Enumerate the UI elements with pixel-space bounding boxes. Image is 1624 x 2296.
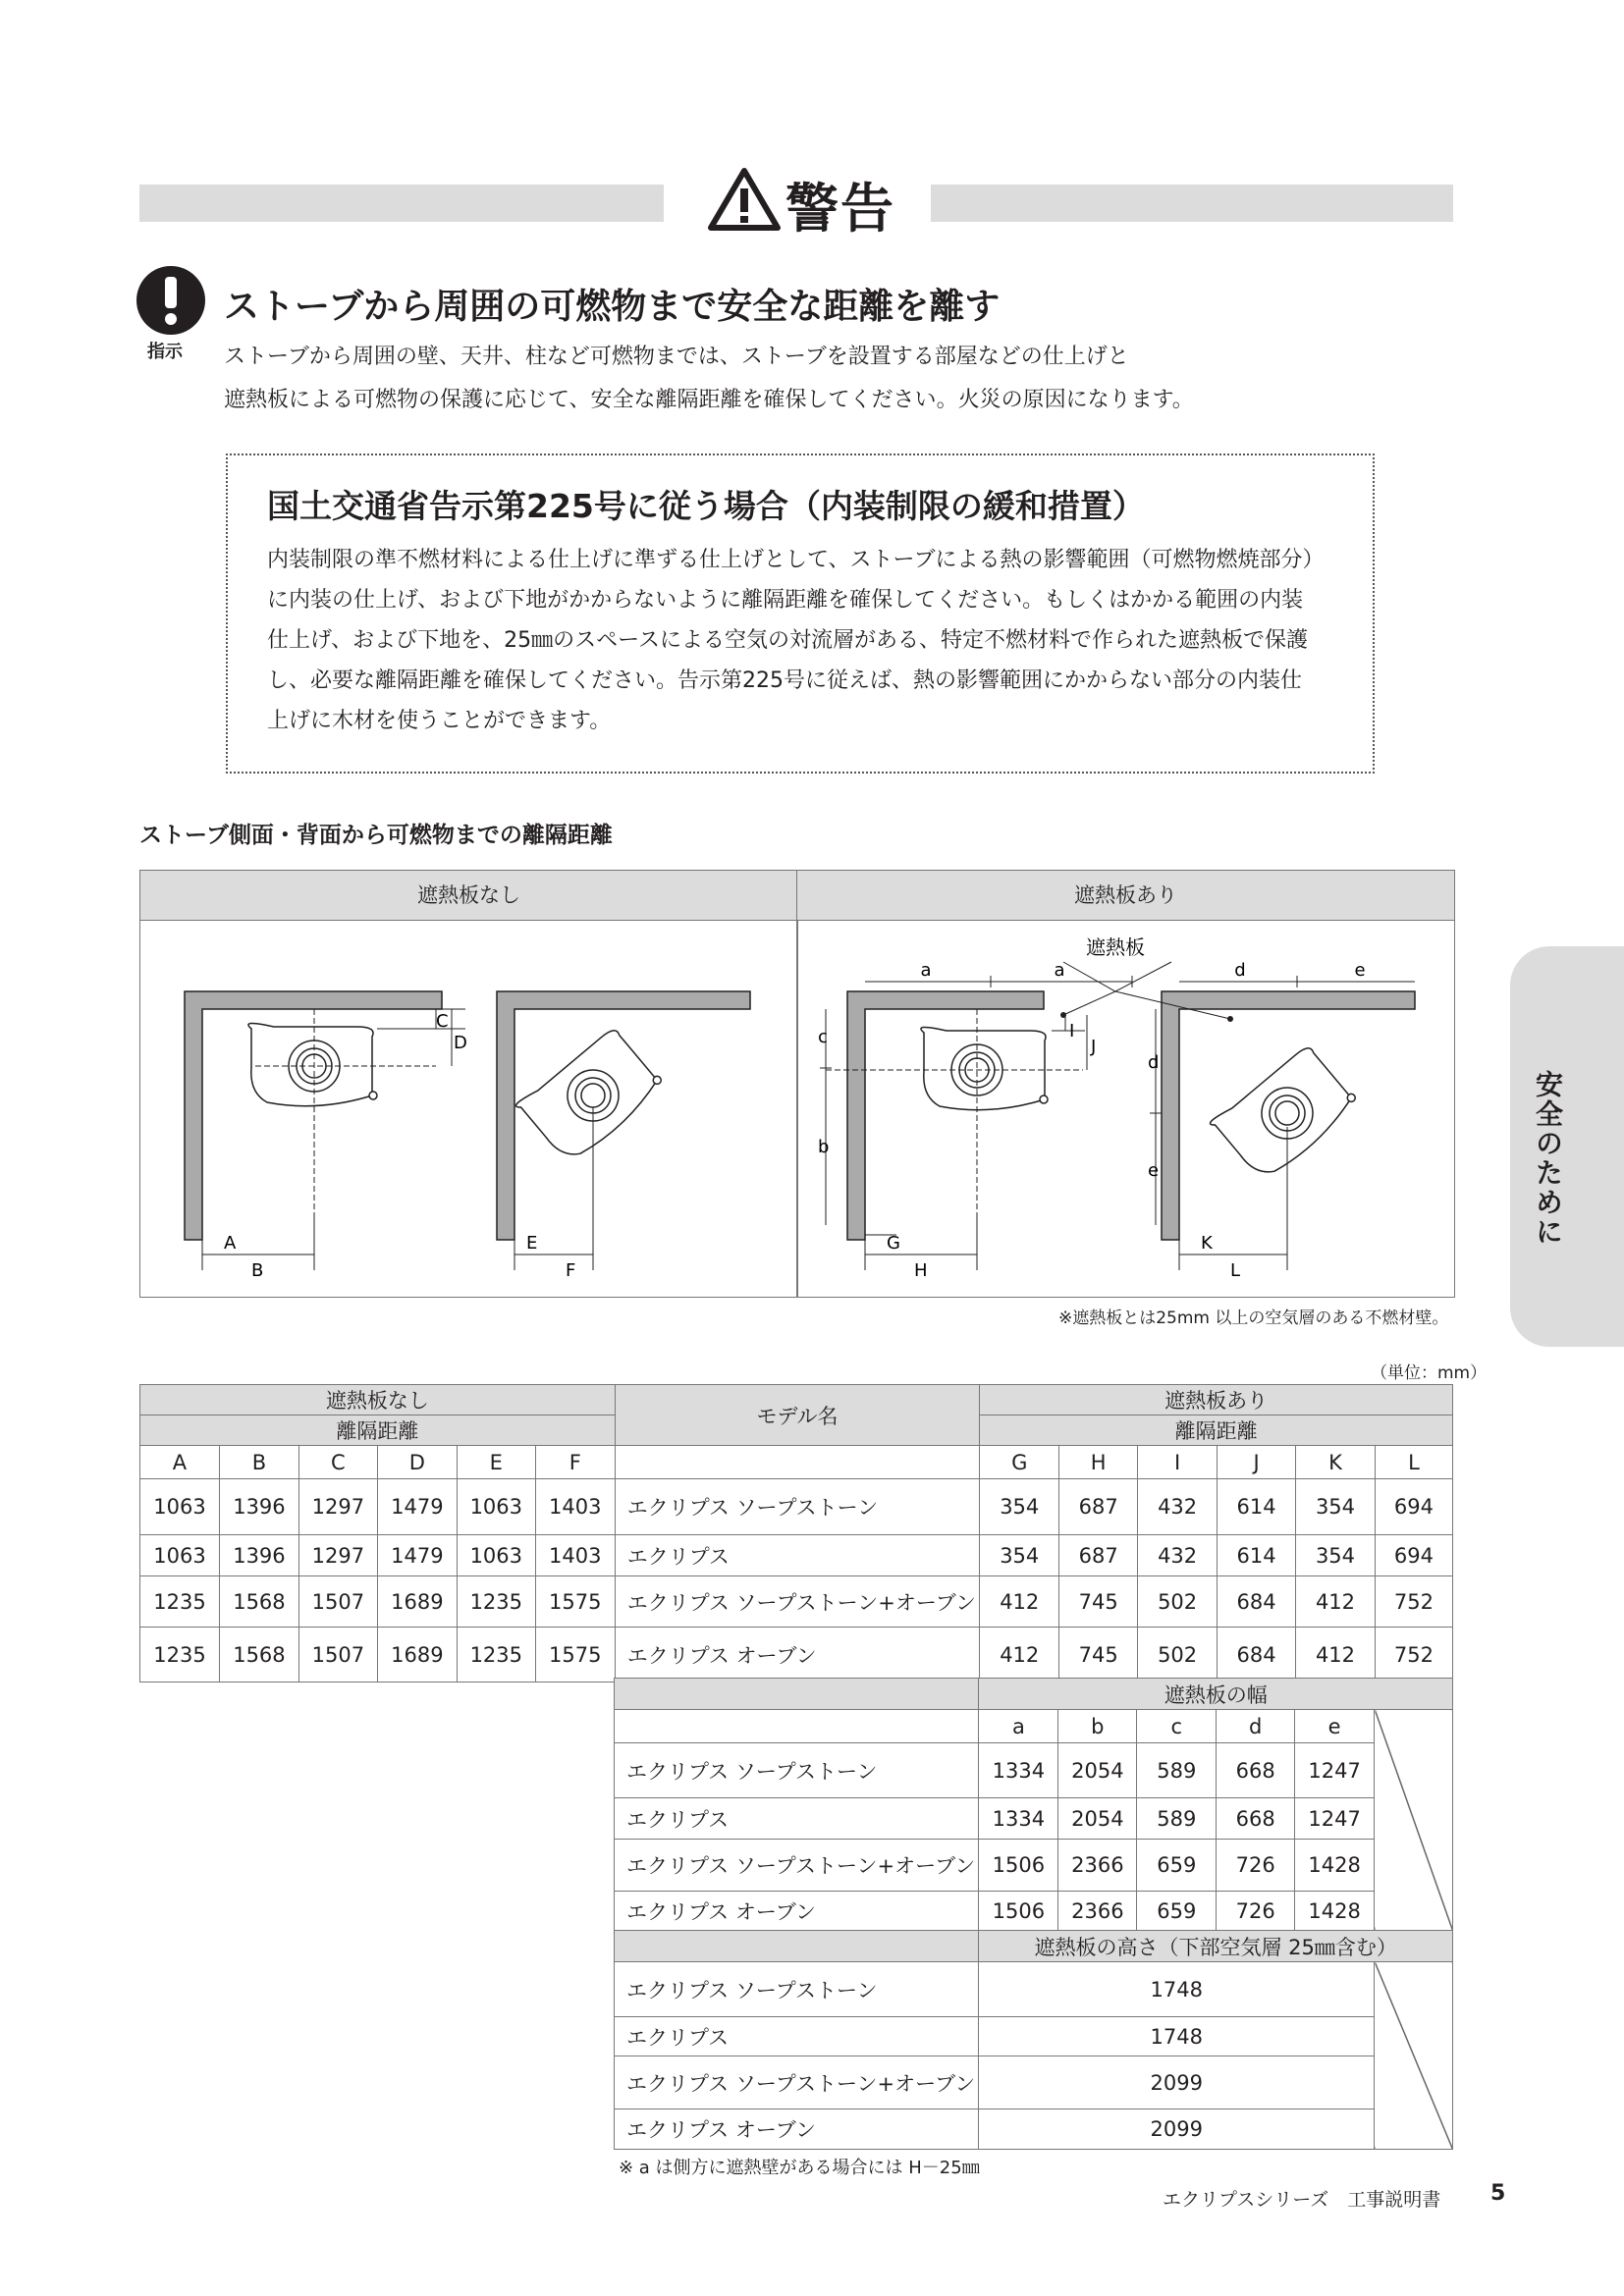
col-header: H: [1059, 1446, 1138, 1479]
cell: 1689: [377, 1576, 457, 1628]
svg-text:B: B: [251, 1260, 264, 1281]
col-header: a: [979, 1710, 1058, 1743]
cell: 1568: [219, 1628, 298, 1682]
cell: 1506: [979, 1840, 1058, 1892]
shield-note: ※遮熱板とは25mm 以上の空気層のある不燃材壁。: [1058, 1308, 1449, 1328]
notice-title: 国土交通省告示第225号に従う場合（内装制限の緩和措置）: [267, 487, 1145, 525]
col-header: c: [1137, 1710, 1217, 1743]
cell: 502: [1138, 1576, 1218, 1628]
cell: 1506: [979, 1892, 1058, 1931]
svg-text:K: K: [1201, 1233, 1213, 1254]
cell: 1748: [979, 2017, 1375, 2056]
svg-text:I: I: [1069, 1021, 1075, 1041]
cell: 1403: [535, 1479, 615, 1535]
col-header: B: [219, 1446, 298, 1479]
cell: 1507: [298, 1576, 377, 1628]
cell: 726: [1217, 1892, 1295, 1931]
svg-text:e: e: [1354, 960, 1366, 981]
cell: 668: [1217, 1743, 1295, 1798]
cell: 432: [1138, 1535, 1218, 1576]
cell: 745: [1059, 1628, 1138, 1682]
notice-line: し、必要な離隔距離を確保してください。告示第225号に従えば、熱の影響範囲にかからない部分の内装仕: [267, 668, 1302, 693]
cell: 412: [980, 1576, 1059, 1628]
table-row: [615, 2109, 1453, 2150]
cell: 412: [980, 1628, 1059, 1682]
clearance-diagram-right: [798, 921, 1451, 1294]
cell: 1334: [979, 1798, 1058, 1840]
section-line: ストーブから周囲の壁、天井、柱など可燃物までは、ストーブを設置する部屋などの仕上げと: [224, 345, 1129, 369]
col-header: C: [298, 1446, 377, 1479]
cell: 1063: [457, 1479, 535, 1535]
footnote: ※ a は側方に遮熱壁がある場合には H－25㎜: [619, 2158, 980, 2178]
cell: 412: [1296, 1576, 1376, 1628]
diagram-title: ストーブ側面・背面から可燃物までの離隔距離: [139, 823, 613, 848]
table-row: [615, 2056, 1453, 2109]
cell: 1403: [535, 1535, 615, 1576]
table-row: [140, 1479, 1453, 1535]
cell: 1235: [457, 1628, 535, 1682]
shield-height-blank: [615, 1931, 979, 1962]
cell: 1247: [1295, 1743, 1375, 1798]
svg-text:d: d: [1148, 1052, 1160, 1073]
section-body: [224, 336, 1500, 422]
cell: 687: [1059, 1535, 1138, 1576]
svg-text:a: a: [1054, 960, 1065, 981]
section-title: ストーブから周囲の可燃物まで安全な距離を離す: [224, 287, 1001, 327]
cell: 1334: [979, 1743, 1058, 1798]
model-cell: エクリプス オーブン: [615, 1628, 980, 1682]
cell: 1748: [979, 1962, 1375, 2017]
footer-title: エクリプスシリーズ 工事説明書: [1163, 2189, 1441, 2211]
svg-text:c: c: [818, 1027, 828, 1047]
model-cell: エクリプス ソープストーン: [615, 1743, 979, 1798]
cell: 687: [1059, 1479, 1138, 1535]
col-header: I: [1138, 1446, 1218, 1479]
shield-width-blank: [615, 1679, 979, 1710]
model-cell: エクリプス: [615, 1798, 979, 1840]
cell: 1575: [535, 1576, 615, 1628]
table-row: [140, 1535, 1453, 1576]
warning-title: 警告: [785, 178, 895, 240]
cell: 1396: [219, 1535, 298, 1576]
col-header: E: [457, 1446, 535, 1479]
cell: 589: [1137, 1743, 1217, 1798]
cell: 1235: [140, 1628, 220, 1682]
svg-text:L: L: [1230, 1260, 1241, 1281]
unit-note: （単位：mm）: [1371, 1363, 1488, 1383]
svg-text:C: C: [436, 1011, 449, 1032]
model-cell: エクリプス ソープストーン: [615, 1479, 980, 1535]
model-cell: エクリプス ソープストーン+オーブン: [615, 2056, 979, 2109]
clearance-diagram-left: [141, 921, 794, 1294]
cell: 684: [1218, 1628, 1296, 1682]
col-header: D: [377, 1446, 457, 1479]
model-cell: エクリプス オーブン: [615, 1892, 979, 1931]
cell: 1396: [219, 1479, 298, 1535]
col-header-blank: [615, 1446, 980, 1479]
cell: 1689: [377, 1628, 457, 1682]
cell: 684: [1218, 1576, 1296, 1628]
notice-line: 上げに木材を使うことができます。: [267, 709, 612, 733]
cell: 1297: [298, 1535, 377, 1576]
notice-line: 内装制限の準不燃材料による仕上げに準ずる仕上げとして、ストーブによる熱の影響範囲（可燃物燃焼部分）: [267, 548, 1325, 572]
cell: 432: [1138, 1479, 1218, 1535]
model-cell: エクリプス: [615, 1535, 980, 1576]
cell: 2054: [1058, 1798, 1137, 1840]
svg-text:d: d: [1234, 960, 1246, 981]
cell: 354: [980, 1479, 1059, 1535]
cell: 1063: [140, 1535, 220, 1576]
cell: 1247: [1295, 1798, 1375, 1840]
cell: 354: [980, 1535, 1059, 1576]
table-row: [615, 2017, 1453, 2056]
cell: 1063: [140, 1479, 220, 1535]
col-header: A: [140, 1446, 220, 1479]
header-no-shield: 遮熱板なし: [140, 1385, 616, 1415]
model-cell: エクリプス: [615, 2017, 979, 2056]
table-row: [615, 1840, 1453, 1892]
table-row: [615, 1743, 1453, 1798]
col-header: F: [535, 1446, 615, 1479]
cell: 1568: [219, 1576, 298, 1628]
table-row: [615, 1892, 1453, 1931]
page-number: 5: [1490, 2181, 1506, 2206]
cell: 1297: [298, 1479, 377, 1535]
side-tab-label: 安全のために: [1532, 1070, 1564, 1247]
cell: 745: [1059, 1576, 1138, 1628]
svg-text:b: b: [818, 1137, 830, 1157]
svg-text:J: J: [1091, 1037, 1097, 1057]
shield-width-header: 遮熱板の幅: [979, 1679, 1453, 1710]
model-cell: エクリプス ソープストーン+オーブン: [615, 1840, 979, 1892]
notice-line: に内装の仕上げ、および下地がかからないように離隔距離を確保してください。もしくはかかる範囲の内装: [267, 588, 1304, 613]
warning-triangle-icon: [705, 165, 784, 234]
empty-diagonal-cell: [1375, 1710, 1453, 1931]
cell: 1428: [1295, 1840, 1375, 1892]
header-clearance-right: 離隔距離: [980, 1415, 1453, 1446]
svg-text:e: e: [1148, 1160, 1160, 1181]
section-line: 遮熱板による可燃物の保護に応じて、安全な離隔距離を確保してください。火災の原因になります。: [224, 388, 1194, 412]
warning-bar-left: [139, 185, 664, 222]
warning-bar-right: [931, 185, 1453, 222]
svg-text:E: E: [526, 1233, 538, 1254]
col-header: G: [980, 1446, 1059, 1479]
table-row: [140, 1628, 1453, 1682]
header-model: モデル名: [615, 1385, 980, 1446]
shield-label: 遮熱板: [1086, 935, 1145, 959]
cell: 726: [1217, 1840, 1295, 1892]
svg-text:G: G: [887, 1233, 900, 1254]
table-row: [140, 1576, 1453, 1628]
col-header: b: [1058, 1710, 1137, 1743]
shield-width-table: [614, 1678, 1453, 2150]
svg-text:F: F: [566, 1260, 576, 1281]
header-with-shield: 遮熱板あり: [980, 1385, 1453, 1415]
instruction-badge-label: 指示: [147, 342, 183, 362]
cell: 694: [1375, 1535, 1452, 1576]
cell: 2054: [1058, 1743, 1137, 1798]
cell: 1235: [140, 1576, 220, 1628]
model-cell: エクリプス オーブン: [615, 2109, 979, 2150]
cell: 1479: [377, 1535, 457, 1576]
cell: 502: [1138, 1628, 1218, 1682]
svg-text:a: a: [920, 960, 932, 981]
empty-diagonal-cell: [1375, 1962, 1453, 2150]
table-row: [615, 1798, 1453, 1840]
diagram-no-shield-header: 遮熱板なし: [140, 871, 797, 921]
model-cell: エクリプス ソープストーン+オーブン: [615, 1576, 980, 1628]
col-header: K: [1296, 1446, 1376, 1479]
col-header: d: [1217, 1710, 1295, 1743]
cell: 2099: [979, 2109, 1375, 2150]
cell: 752: [1375, 1576, 1452, 1628]
cell: 1428: [1295, 1892, 1375, 1931]
exclamation-icon: [135, 265, 206, 336]
cell: 2366: [1058, 1840, 1137, 1892]
col-header: e: [1295, 1710, 1375, 1743]
cell: 2099: [979, 2056, 1375, 2109]
cell: 354: [1296, 1535, 1376, 1576]
cell: 1063: [457, 1535, 535, 1576]
cell: 614: [1218, 1535, 1296, 1576]
cell: 2366: [1058, 1892, 1137, 1931]
svg-text:D: D: [454, 1033, 467, 1053]
cell: 659: [1137, 1892, 1217, 1931]
cell: 1479: [377, 1479, 457, 1535]
col-header: L: [1375, 1446, 1452, 1479]
cell: 589: [1137, 1798, 1217, 1840]
col-header: J: [1218, 1446, 1296, 1479]
svg-text:A: A: [224, 1233, 237, 1254]
cell: 668: [1217, 1798, 1295, 1840]
clearance-table: [139, 1384, 1453, 1682]
cell: 752: [1375, 1628, 1452, 1682]
notice-line: 仕上げ、および下地を、25㎜のスペースによる空気の対流層がある、特定不燃材料で作られた遮熱板で保護: [267, 628, 1309, 653]
cell: 614: [1218, 1479, 1296, 1535]
shield-height-header: 遮熱板の高さ（下部空気層 25㎜含む）: [979, 1931, 1453, 1962]
cell: 1575: [535, 1628, 615, 1682]
table-row: [615, 1962, 1453, 2017]
cell: 354: [1296, 1479, 1376, 1535]
cell: 1235: [457, 1576, 535, 1628]
svg-text:H: H: [914, 1260, 928, 1281]
model-cell: エクリプス ソープストーン: [615, 1962, 979, 2017]
cell: 1507: [298, 1628, 377, 1682]
diagram-with-shield-header: 遮熱板あり: [797, 871, 1454, 921]
header-clearance-left: 離隔距離: [140, 1415, 616, 1446]
cell: 412: [1296, 1628, 1376, 1682]
col-header-blank: [615, 1710, 979, 1743]
cell: 694: [1375, 1479, 1452, 1535]
notice-body: [267, 540, 1357, 741]
cell: 659: [1137, 1840, 1217, 1892]
